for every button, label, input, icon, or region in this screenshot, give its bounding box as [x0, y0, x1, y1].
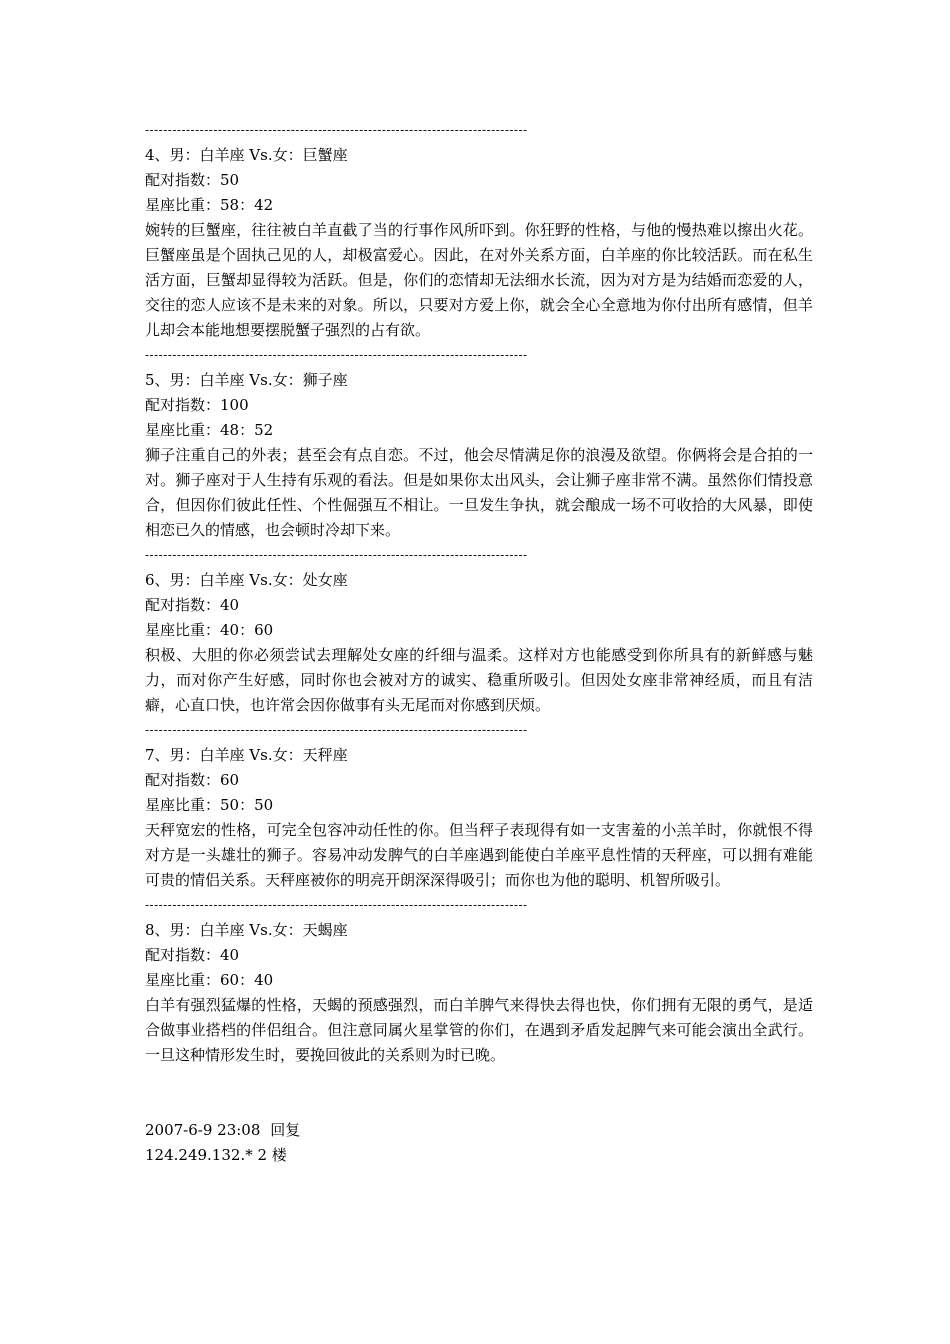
- sign-ratio: 星座比重：40：60: [145, 621, 274, 639]
- match-index: 配对指数：100: [145, 396, 249, 414]
- match-index: 配对指数：40: [145, 946, 240, 964]
- divider: ------------------------------------------------------------------------------------: [145, 548, 528, 562]
- sign-ratio: 星座比重：60：40: [145, 971, 274, 989]
- entry-aries-cancer: [145, 143, 813, 343]
- entry-title: 5、男：白羊座 Vs.女：狮子座: [145, 371, 348, 389]
- divider: ------------------------------------------------------------------------------------: [145, 898, 528, 912]
- divider: ------------------------------------------------------------------------------------: [145, 348, 528, 362]
- match-index: 配对指数：40: [145, 596, 240, 614]
- sign-ratio: 星座比重：48：52: [145, 421, 274, 439]
- match-index: 配对指数：50: [145, 171, 240, 189]
- sign-ratio: 星座比重：50：50: [145, 796, 274, 814]
- match-index: 配对指数：60: [145, 771, 240, 789]
- post-meta: [145, 1118, 813, 1143]
- post-timestamp: 2007-6-9 23:08: [145, 1121, 261, 1139]
- entry-title: 8、男：白羊座 Vs.女：天蝎座: [145, 921, 348, 939]
- spacer: [145, 1068, 813, 1118]
- entry-aries-virgo: [145, 568, 813, 718]
- document-page: [145, 118, 813, 1168]
- divider: ------------------------------------------------------------------------------------: [145, 123, 528, 137]
- entry-title: 7、男：白羊座 Vs.女：天秤座: [145, 746, 348, 764]
- entry-description: 天秤宽宏的性格，可完全包容冲动任性的你。但当秤子表现得有如一支害羞的小羔羊时，你就恨不得对方是一头雄壮的狮子。容易冲动发脾气的白羊座遇到能使白羊座平息性情的天秤座，可以拥有难能可贵的情侣关系。天秤座被你的明亮开朗深深得吸引；而你也为他的聪明、机智所吸引。: [145, 821, 813, 889]
- entry-title: 6、男：白羊座 Vs.女：处女座: [145, 571, 348, 589]
- entry-aries-scorpio: [145, 918, 813, 1068]
- entry-description: 白羊有强烈猛爆的性格，天蝎的预感强烈，而白羊脾气来得快去得也快，你们拥有无限的勇气，是适合做事业搭档的伴侣组合。但注意同属火星掌管的你们，在遇到矛盾发起脾气来可能会演出全武行。一旦这种情形发生时，要挽回彼此的关系则为时已晚。: [145, 996, 813, 1064]
- reply-link[interactable]: 回复: [270, 1121, 301, 1139]
- entry-description: 狮子注重自己的外表；甚至会有点自恋。不过，他会尽情满足你的浪漫及欲望。你俩将会是合拍的一对。狮子座对于人生持有乐观的看法。但是如果你太出风头，会让狮子座非常不满。虽然你们情投意合，但因你们彼此任性、个性倔强互不相让。一旦发生争执，就会酿成一场不可收拾的大风暴，即使相恋已久的情感，也会顿时冷却下来。: [145, 446, 813, 539]
- sign-ratio: 星座比重：58：42: [145, 196, 274, 214]
- entry-description: 积极、大胆的你必须尝试去理解处女座的纤细与温柔。这样对方也能感受到你所具有的新鲜感与魅力，而对你产生好感，同时你也会被对方的诚实、稳重所吸引。但因处女座非常神经质，而且有洁癖，心直口快，也许常会因你做事有头无尾而对你感到厌烦。: [145, 646, 813, 714]
- entry-aries-libra: [145, 743, 813, 893]
- post-footer: [145, 1118, 813, 1168]
- entry-aries-leo: [145, 368, 813, 543]
- post-ip-floor: 124.249.132.* 2 楼: [145, 1146, 287, 1164]
- entry-description: 婉转的巨蟹座，往往被白羊直截了当的行事作风所吓到。你狂野的性格，与他的慢热难以擦出火花。巨蟹座虽是个固执己见的人，却极富爱心。因此，在对外关系方面，白羊座的你比较活跃。而在私生活方面，巨蟹却显得较为活跃。但是，你们的恋情却无法细水长流，因为对方是为结婚而恋爱的人，交往的恋人应该不是未来的对象。所以，只要对方爱上你，就会全心全意地为你付出所有感情，但羊儿却会本能地想要摆脱蟹子强烈的占有欲。: [145, 221, 813, 339]
- entry-title: 4、男：白羊座 Vs.女：巨蟹座: [145, 146, 348, 164]
- divider: ------------------------------------------------------------------------------------: [145, 723, 528, 737]
